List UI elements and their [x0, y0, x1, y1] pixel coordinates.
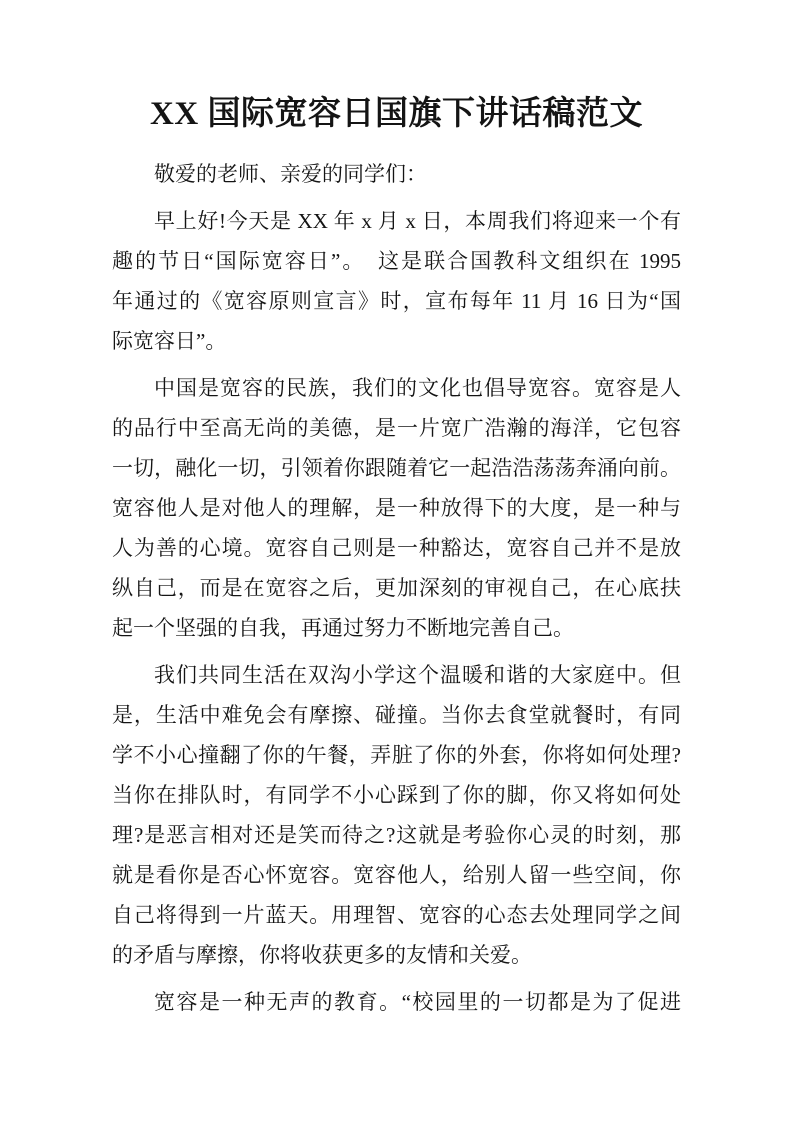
text-line: 敬爱的老师、亲爱的同学们： — [154, 162, 427, 186]
text-line: 宽容他人是对他人的理解，是一种放得下的大度，是一种与 — [112, 496, 681, 520]
document-title: XX 国际宽容日国旗下讲话稿范文 — [150, 96, 643, 132]
text-line: 的品行中至高无尚的美德，是一片宽广浩瀚的海洋，它包容 — [112, 416, 681, 440]
text-line: 际宽容日”。 — [112, 329, 227, 353]
text-line: 学不小心撞翻了你的午餐，弄脏了你的外套，你将如何处理? — [112, 743, 681, 767]
text-line: 是，生活中难免会有摩擦、碰撞。当你去食堂就餐时，有同 — [112, 703, 681, 727]
text-line: 早上好!今天是 XX 年 x 月 x 日，本周我们将迎来一个有 — [154, 209, 681, 233]
text-line: 纵自己，而是在宽容之后，更加深刻的审视自己，在心底扶 — [112, 576, 681, 600]
paragraph — [112, 368, 681, 648]
text-line: 一切，融化一切，引领着你跟随着它一起浩浩荡荡奔涌向前。 — [112, 456, 681, 480]
paragraph — [112, 154, 681, 194]
text-line: 起一个坚强的自我，再通过努力不断地完善自己。 — [112, 616, 574, 640]
paragraph — [112, 655, 681, 975]
text-line: 我们共同生活在双沟小学这个温暖和谐的大家庭中。但 — [154, 663, 681, 687]
text-line: 人为善的心境。宽容自己则是一种豁达，宽容自己并不是放 — [112, 536, 681, 560]
document-body — [112, 154, 681, 1022]
text-line: 年通过的《宽容原则宣言》时，宣布每年 11 月 16 日为“国 — [112, 289, 681, 313]
text-line: 当你在排队时，有同学不小心踩到了你的脚，你又将如何处 — [112, 783, 681, 807]
text-line: 中国是宽容的民族，我们的文化也倡导宽容。宽容是人 — [154, 376, 681, 400]
text-line: 的矛盾与摩擦，你将收获更多的友情和关爱。 — [112, 943, 532, 967]
text-line: 自己将得到一片蓝天。用理智、宽容的心态去处理同学之间 — [112, 903, 681, 927]
paragraph — [112, 982, 681, 1022]
paragraph — [112, 201, 681, 361]
text-line: 理?是恶言相对还是笑而待之?这就是考验你心灵的时刻，那 — [112, 823, 681, 847]
text-line: 宽容是一种无声的教育。“校园里的一切都是为了促进 — [154, 990, 681, 1014]
text-line: 趣的节日“国际宽容日”。 这是联合国教科文组织在 1995 — [112, 249, 681, 273]
text-line: 就是看你是否心怀宽容。宽容他人，给别人留一些空间，你 — [112, 863, 681, 887]
